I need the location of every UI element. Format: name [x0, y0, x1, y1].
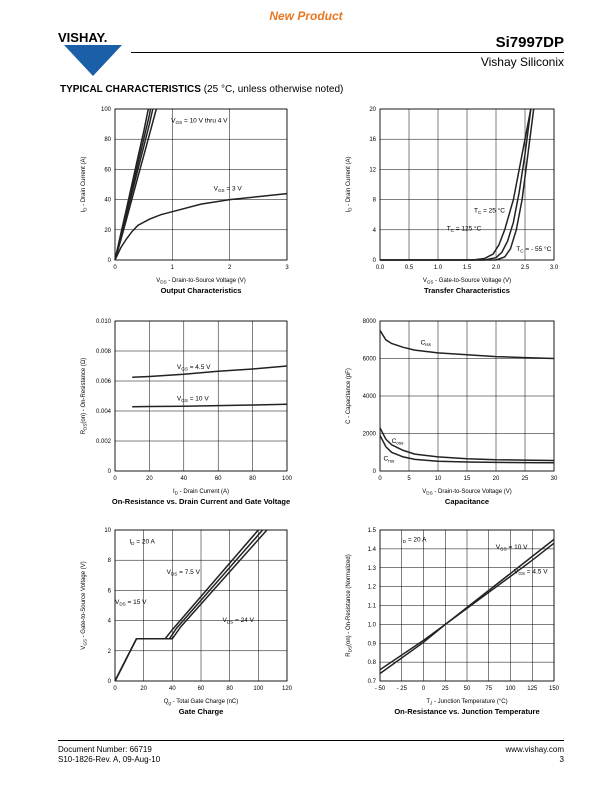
x-axis-label: $V_{GS}$ - Gate-to-Source Voltage (V) [422, 278, 512, 285]
footer-doc-number: Document Number: 66719 [58, 745, 152, 754]
chart-title: Gate Charge [178, 707, 224, 716]
annotation-label: $T_C$ = - 55 °C [516, 245, 552, 254]
annotation-label: $T_C = 25$ °C [473, 207, 506, 216]
x-tick-label: 0 [113, 686, 117, 692]
annotation-label: $V_{GS} = 10$ V thru 4 V [171, 117, 228, 126]
footer-website: www.vishay.com [505, 745, 564, 754]
annotation-label: $V_{DS} = 15$ V [115, 598, 147, 607]
x-tick-label: 30 [550, 476, 558, 482]
x-tick-label: 0.0 [375, 265, 385, 271]
x-tick-label: 60 [197, 686, 205, 692]
annotation-label: $I_D = 20$ A [400, 536, 427, 544]
y-tick-label: 20 [104, 227, 111, 234]
annotation-label: $V_{GS} = 4.5$ V [176, 364, 211, 372]
company-name: Vishay Siliconix [480, 55, 564, 69]
x-tick-label: 2.0 [491, 265, 501, 271]
annotation-label: $V_{GS} = 3$ V [213, 185, 242, 194]
y-tick-label: 1.4 [367, 546, 376, 553]
y-tick-label: 1.3 [367, 565, 376, 572]
y-tick-label: 0 [107, 469, 111, 475]
x-tick-label: 80 [249, 476, 256, 482]
x-tick-label: 75 [485, 686, 493, 692]
x-tick-label: 3.0 [549, 265, 559, 271]
x-tick-label: 2.5 [520, 265, 530, 271]
annotation-label: $V_{GS} = 10$ V [495, 543, 528, 552]
x-tick-label: 1 [170, 265, 175, 271]
x-tick-label: 3 [285, 265, 289, 271]
annotation-label: $V_{GS} = 10$ V [176, 395, 209, 404]
x-tick-label: 0 [378, 476, 382, 482]
chart-title: Capacitance [444, 497, 490, 506]
y-tick-label: 2000 [362, 431, 376, 438]
x-tick-label: 25 [521, 476, 529, 482]
y-tick-label: 0 [372, 469, 376, 475]
y-axis-label: $R_{DS}(on)$ - On-Resistance (Ω) [81, 357, 88, 435]
x-tick-label: 20 [492, 476, 500, 482]
x-tick-label: 40 [168, 686, 176, 692]
chart-title: Output Characteristics [160, 286, 242, 295]
x-tick-label: 20 [146, 476, 153, 482]
x-tick-label: 40 [180, 476, 188, 482]
y-tick-label: 0.002 [95, 439, 111, 445]
x-tick-label: 100 [505, 686, 516, 692]
footer-revision: S10-1826-Rev. A, 09-Aug-10 [58, 755, 161, 764]
annotation-label: $I_D = 20$ A [129, 538, 155, 547]
y-tick-label: 0.9 [367, 641, 376, 648]
x-tick-label: 20 [140, 686, 148, 692]
x-tick-label: 0.5 [404, 265, 414, 271]
y-tick-label: 4 [107, 618, 111, 625]
chart-title: On-Resistance vs. Junction Temperature [394, 707, 540, 716]
annotation-label: $C_{oss}$ [391, 437, 404, 446]
x-tick-label: 60 [214, 476, 222, 482]
x-tick-label: 0 [113, 476, 117, 482]
annotation-label: $V_{DS} = 24$ V [222, 617, 255, 625]
y-tick-label: 0.7 [367, 679, 376, 685]
annotation-label: $C_{rss}$ [383, 455, 395, 464]
annotation-label: $V_{GS} = 4.5$ V [513, 568, 548, 577]
chart-title: Transfer Characteristics [424, 286, 510, 295]
y-tick-label: 100 [100, 107, 111, 113]
y-tick-label: 10 [104, 528, 111, 534]
y-tick-label: 20 [369, 107, 376, 113]
y-tick-label: 0 [107, 679, 111, 685]
x-tick-label: 50 [463, 686, 471, 692]
x-axis-label: $V_{DS}$ - Drain-to-Source Voltage (V) [156, 278, 246, 285]
y-tick-label: 12 [369, 167, 376, 174]
x-axis-label: $V_{DS}$ - Drain-to-Source Voltage (V) [422, 489, 512, 496]
y-tick-label: 8 [372, 197, 376, 204]
x-tick-label: 150 [548, 686, 560, 692]
x-tick-label: 10 [434, 476, 442, 482]
section-title-note: (25 °C, unless otherwise noted) [203, 84, 344, 95]
x-tick-label: 80 [226, 686, 234, 692]
footer-page-number: 3 [559, 755, 564, 764]
x-tick-label: 120 [281, 686, 293, 692]
y-tick-label: 16 [369, 137, 376, 144]
y-tick-label: 60 [104, 167, 111, 174]
x-tick-label: 100 [281, 476, 293, 482]
y-tick-label: 0 [372, 258, 376, 264]
x-tick-label: 1.0 [433, 265, 443, 271]
x-tick-label: 25 [441, 686, 449, 692]
x-axis-label: $Q_g$ - Total Gate Charge (nC) [163, 699, 239, 706]
y-tick-label: 0.008 [95, 349, 111, 355]
x-tick-label: 2 [227, 265, 232, 271]
x-tick-label: - 50 [374, 686, 386, 692]
annotation-label: $V_{DS} = 7.5$ V [166, 568, 200, 577]
y-tick-label: 1.0 [367, 622, 376, 629]
y-tick-label: 4 [372, 227, 376, 234]
y-tick-label: 6000 [362, 356, 376, 363]
y-tick-label: 8000 [362, 319, 376, 325]
y-tick-label: 0 [107, 258, 111, 264]
y-tick-label: 1.2 [367, 584, 376, 591]
y-tick-label: 40 [104, 197, 111, 204]
y-axis-label: $I_D$ - Drain Current (A) [81, 156, 88, 213]
y-tick-label: 8 [107, 558, 111, 565]
y-axis-label: $I_D$ - Drain Current (A) [346, 156, 353, 213]
annotation-label: $T_C = 125$ °C [446, 225, 482, 234]
x-axis-label: $T_J$ - Junction Temperature (°C) [426, 699, 508, 706]
part-number: Si7997DP [495, 34, 564, 51]
y-tick-label: 2 [107, 648, 111, 655]
x-tick-label: - 25 [396, 686, 407, 692]
y-tick-label: 0.004 [95, 409, 111, 415]
y-tick-label: 1.5 [367, 528, 376, 534]
y-tick-label: 1.1 [367, 603, 376, 610]
x-tick-label: 100 [253, 686, 264, 692]
logo-wordmark: VISHAY. [58, 30, 108, 45]
y-tick-label: 4000 [362, 394, 376, 400]
y-tick-label: 80 [104, 137, 111, 144]
x-axis-label: $I_D$ - Drain Current (A) [172, 489, 230, 496]
y-tick-label: 6 [107, 588, 111, 595]
y-axis-label: $V_{GS}$ - Gate-to-Source Voltage (V) [81, 561, 88, 650]
annotation-label: $C_{iss}$ [420, 339, 431, 348]
x-tick-label: 5 [407, 476, 411, 482]
x-tick-label: 1.5 [462, 265, 472, 271]
y-axis-label: $R_{DS}(on)$ - On-Resistance (Normalized) [346, 554, 353, 657]
chart-title: On-Resistance vs. Drain Current and Gate Voltage [111, 497, 291, 506]
new-product-banner: New Product [269, 9, 343, 23]
x-tick-label: 0 [113, 265, 117, 271]
y-axis-label: C - Capacitance (pF) [346, 368, 352, 424]
y-tick-label: 0.010 [95, 319, 111, 325]
x-tick-label: 0 [421, 686, 426, 692]
footer-rule [58, 740, 564, 741]
x-tick-label: 15 [463, 476, 471, 482]
x-tick-label: 125 [527, 686, 538, 692]
section-title-main: TYPICAL CHARACTERISTICS [60, 84, 201, 95]
y-tick-label: 0.006 [95, 379, 111, 385]
y-tick-label: 0.8 [367, 660, 376, 667]
